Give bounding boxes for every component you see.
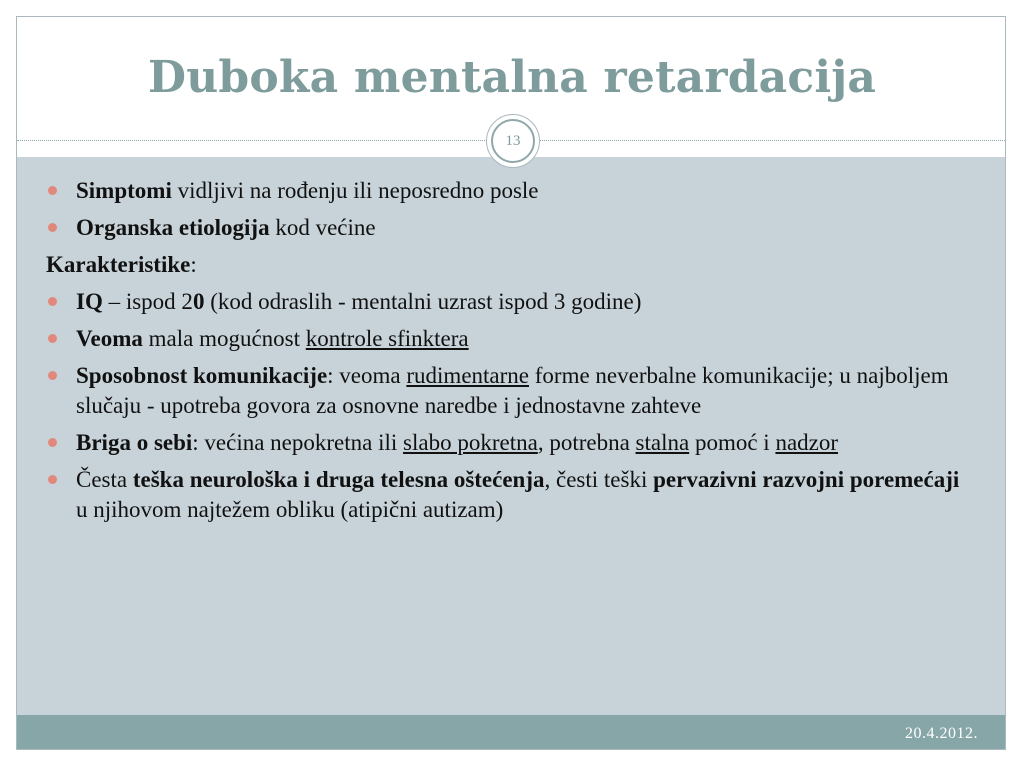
bold-text: Simptomi — [76, 178, 172, 203]
bold-text: 0 — [192, 289, 205, 314]
slide-number-badge — [486, 114, 540, 168]
bold-text: Briga o sebi — [76, 430, 193, 455]
slide-title: Duboka mentalna retardacija — [147, 52, 877, 103]
text: mala mogućnost — [142, 326, 306, 351]
bold-text: Organska etiologija — [76, 215, 270, 240]
underlined-text: stalna — [635, 430, 690, 455]
bullet-item — [46, 428, 976, 458]
text: – ispod 2 — [102, 289, 193, 314]
bullet-item — [46, 176, 976, 206]
bullet-item — [46, 287, 976, 317]
text: , potrebna — [537, 430, 636, 455]
underlined-text: kontrole sfinktera — [305, 326, 469, 351]
bullet-item — [46, 213, 976, 243]
text: Česta — [76, 467, 133, 492]
bullet-dot-icon — [48, 438, 57, 447]
text: kod većine — [269, 215, 376, 240]
text: : — [190, 252, 197, 277]
text: vidljivi na rođenju ili neposredno posle — [171, 178, 539, 203]
text: : većina nepokretna ili — [192, 430, 404, 455]
text: , česti teški — [544, 467, 654, 492]
bullet-dot-icon — [48, 371, 57, 380]
bold-text: pervazivni razvojni poremećaji — [653, 467, 960, 492]
text: : veoma — [327, 363, 407, 388]
bullet-dot-icon — [48, 334, 57, 343]
underlined-text: rudimentarne — [406, 363, 529, 388]
bullet-item — [46, 324, 976, 354]
bullet-dot-icon — [48, 297, 57, 306]
slide-content — [46, 176, 976, 532]
text: forme neverbalne komunikacije; u najboljem slučaju - upotreba govora za osnovne naredbe i jednostavne zahteve — [76, 363, 949, 418]
text: pomoć i — [689, 430, 776, 455]
bullet-item — [46, 361, 976, 421]
bullet-dot-icon — [48, 223, 57, 232]
slide-date: 20.4.2012. — [905, 725, 978, 742]
section-heading — [46, 250, 976, 280]
text: (kod odraslih - mentalni uzrast ispod 3 godine) — [204, 289, 642, 314]
bold-text: Veoma — [76, 326, 143, 351]
underlined-text: nadzor — [775, 430, 839, 455]
bold-text: teška neurološka i druga telesna oštećenja — [132, 467, 545, 492]
bold-text: IQ — [76, 289, 103, 314]
text: u njihovom najtežem obliku (atipični autizam) — [76, 497, 504, 522]
bullet-dot-icon — [48, 475, 57, 484]
bold-text: Karakteristike — [46, 252, 191, 277]
bullet-dot-icon — [48, 186, 57, 195]
footer-band — [17, 715, 1005, 749]
bold-text: Sposobnost komunikacije — [76, 363, 328, 388]
bullet-item — [46, 465, 976, 525]
slide-number: 13 — [491, 119, 535, 163]
underlined-text: slabo pokretna — [403, 430, 538, 455]
